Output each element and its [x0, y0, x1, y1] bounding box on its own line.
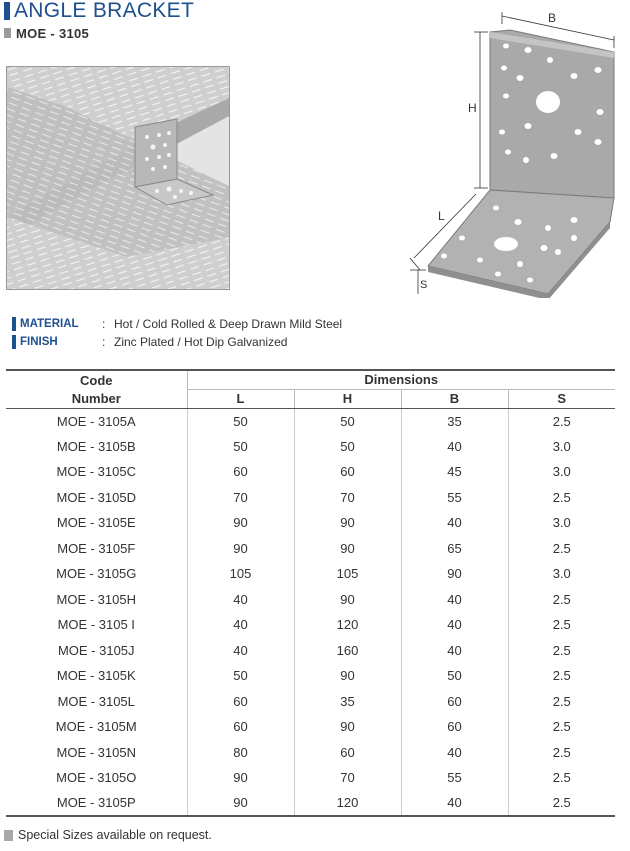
code-cell: MOE - 3105A [6, 408, 187, 434]
spec-finish [12, 334, 287, 350]
cell-h: 120 [294, 612, 401, 638]
cell-s: 3.0 [552, 438, 571, 454]
table-row [6, 510, 615, 536]
cell-b: 90 [401, 561, 508, 587]
cell-s: 2.5 [552, 693, 571, 709]
cell-h: 70 [294, 765, 401, 791]
cell-s: 3.0 [552, 566, 571, 582]
bracket-drawing [398, 8, 620, 298]
code-cell: MOE - 3105 I [6, 612, 187, 638]
dimension-label-s: S [420, 279, 428, 291]
cell-s: 2.5 [552, 744, 571, 760]
page-title: ANGLE BRACKET [14, 0, 195, 22]
note-row [4, 826, 212, 844]
model-number: MOE - 3105 [16, 25, 90, 41]
cell-s: 2.5 [552, 770, 571, 786]
cell-h: 160 [294, 638, 401, 664]
spec-colon: : [102, 335, 106, 349]
dimension-label-b: B [548, 11, 557, 25]
spec-colon: : [102, 317, 106, 331]
cell-b: 40 [401, 740, 508, 766]
code-cell: MOE - 3105N [6, 740, 187, 766]
cell-l: 60 [187, 714, 294, 740]
code-cell: MOE - 3105F [6, 536, 187, 562]
code-cell: MOE - 3105G [6, 561, 187, 587]
cell-l: 50 [187, 434, 294, 460]
cell-b: 40 [401, 434, 508, 460]
cell-l: 105 [187, 561, 294, 587]
spec-marker [12, 317, 16, 331]
cell-h: 90 [294, 536, 401, 562]
model-marker [4, 28, 11, 38]
cell-b: 40 [401, 510, 508, 536]
cell-b: 40 [401, 587, 508, 613]
code-cell: MOE - 3105K [6, 663, 187, 689]
table-row [6, 740, 615, 766]
code-cell: MOE - 3105E [6, 510, 187, 536]
spec-material [12, 316, 342, 332]
cell-s: 3.0 [552, 515, 571, 531]
cell-s: 2.5 [552, 489, 571, 505]
code-cell: MOE - 3105J [6, 638, 187, 664]
cell-l: 40 [187, 638, 294, 664]
bracket-diagram [398, 8, 620, 298]
table-row [6, 638, 615, 664]
special-sizes-note: Special Sizes available on request. [18, 828, 212, 842]
cell-b: 60 [401, 714, 508, 740]
code-cell: MOE - 3105P [6, 791, 187, 817]
dimensions-table [6, 369, 615, 817]
beam-joint-illustration [7, 67, 230, 290]
code-cell: MOE - 3105C [6, 459, 187, 485]
table-row [6, 765, 615, 791]
cell-l: 90 [187, 765, 294, 791]
cell-l: 50 [187, 408, 294, 434]
spec-value: Zinc Plated / Hot Dip Galvanized [114, 335, 288, 349]
cell-h: 70 [294, 485, 401, 511]
cell-s: 2.5 [552, 617, 571, 633]
table-row [6, 536, 615, 562]
cell-h: 50 [294, 408, 401, 434]
cell-h: 50 [294, 434, 401, 460]
cell-l: 90 [187, 791, 294, 817]
code-cell: MOE - 3105H [6, 587, 187, 613]
table-row [6, 714, 615, 740]
table-row [6, 408, 615, 434]
spec-label: MATERIAL [20, 318, 79, 330]
table-row [6, 663, 615, 689]
cell-s: 2.5 [552, 540, 571, 556]
spec-label: FINISH [20, 336, 58, 348]
dimensions-header: Dimensions [187, 370, 615, 389]
cell-b: 40 [401, 791, 508, 817]
column-header-l: L [187, 389, 294, 408]
cell-b: 65 [401, 536, 508, 562]
column-header-b: B [401, 389, 508, 408]
cell-h: 35 [294, 689, 401, 715]
cell-b: 55 [401, 485, 508, 511]
code-header: Code [6, 370, 187, 389]
cell-h: 60 [294, 459, 401, 485]
cell-h: 120 [294, 791, 401, 817]
dimension-label-h: H [468, 101, 477, 115]
product-photo [6, 66, 230, 290]
cell-b: 45 [401, 459, 508, 485]
cell-l: 60 [187, 459, 294, 485]
cell-l: 70 [187, 485, 294, 511]
cell-h: 90 [294, 510, 401, 536]
cell-b: 50 [401, 663, 508, 689]
number-header: Number [6, 389, 187, 408]
cell-l: 60 [187, 689, 294, 715]
table-row [6, 587, 615, 613]
model-row [4, 25, 89, 41]
code-cell: MOE - 3105B [6, 434, 187, 460]
column-header-s: S [508, 389, 615, 408]
note-marker [4, 830, 13, 841]
table-body [6, 408, 615, 816]
spec-marker [12, 335, 16, 349]
cell-l: 40 [187, 587, 294, 613]
cell-h: 105 [294, 561, 401, 587]
table-row [6, 689, 615, 715]
cell-h: 90 [294, 714, 401, 740]
cell-s: 2.5 [552, 719, 571, 735]
cell-l: 90 [187, 510, 294, 536]
cell-l: 80 [187, 740, 294, 766]
cell-s: 2.5 [552, 668, 571, 684]
code-cell: MOE - 3105L [6, 689, 187, 715]
cell-s: 2.5 [552, 413, 571, 429]
cell-h: 60 [294, 740, 401, 766]
cell-h: 90 [294, 587, 401, 613]
dimension-label-l: L [438, 209, 445, 223]
cell-l: 40 [187, 612, 294, 638]
cell-l: 50 [187, 663, 294, 689]
title-marker [4, 2, 10, 20]
cell-s: 2.5 [552, 642, 571, 658]
table-row [6, 561, 615, 587]
cell-b: 55 [401, 765, 508, 791]
table-row [6, 485, 615, 511]
cell-l: 90 [187, 536, 294, 562]
cell-b: 60 [401, 689, 508, 715]
table-subheader-row [6, 389, 615, 408]
title-row [4, 0, 194, 22]
cell-h: 90 [294, 663, 401, 689]
code-cell: MOE - 3105O [6, 765, 187, 791]
table-row [6, 612, 615, 638]
cell-s: 3.0 [552, 464, 571, 480]
cell-s: 2.5 [508, 791, 615, 817]
cell-s: 2.5 [552, 591, 571, 607]
cell-b: 40 [401, 638, 508, 664]
code-cell: MOE - 3105D [6, 485, 187, 511]
code-cell: MOE - 3105M [6, 714, 187, 740]
table-row [6, 459, 615, 485]
table-row [6, 434, 615, 460]
spec-value: Hot / Cold Rolled & Deep Drawn Mild Steel [114, 317, 343, 331]
table-header-row [6, 370, 615, 389]
cell-b: 35 [401, 408, 508, 434]
table-row [6, 791, 615, 817]
cell-b: 40 [401, 612, 508, 638]
column-header-h: H [294, 389, 401, 408]
